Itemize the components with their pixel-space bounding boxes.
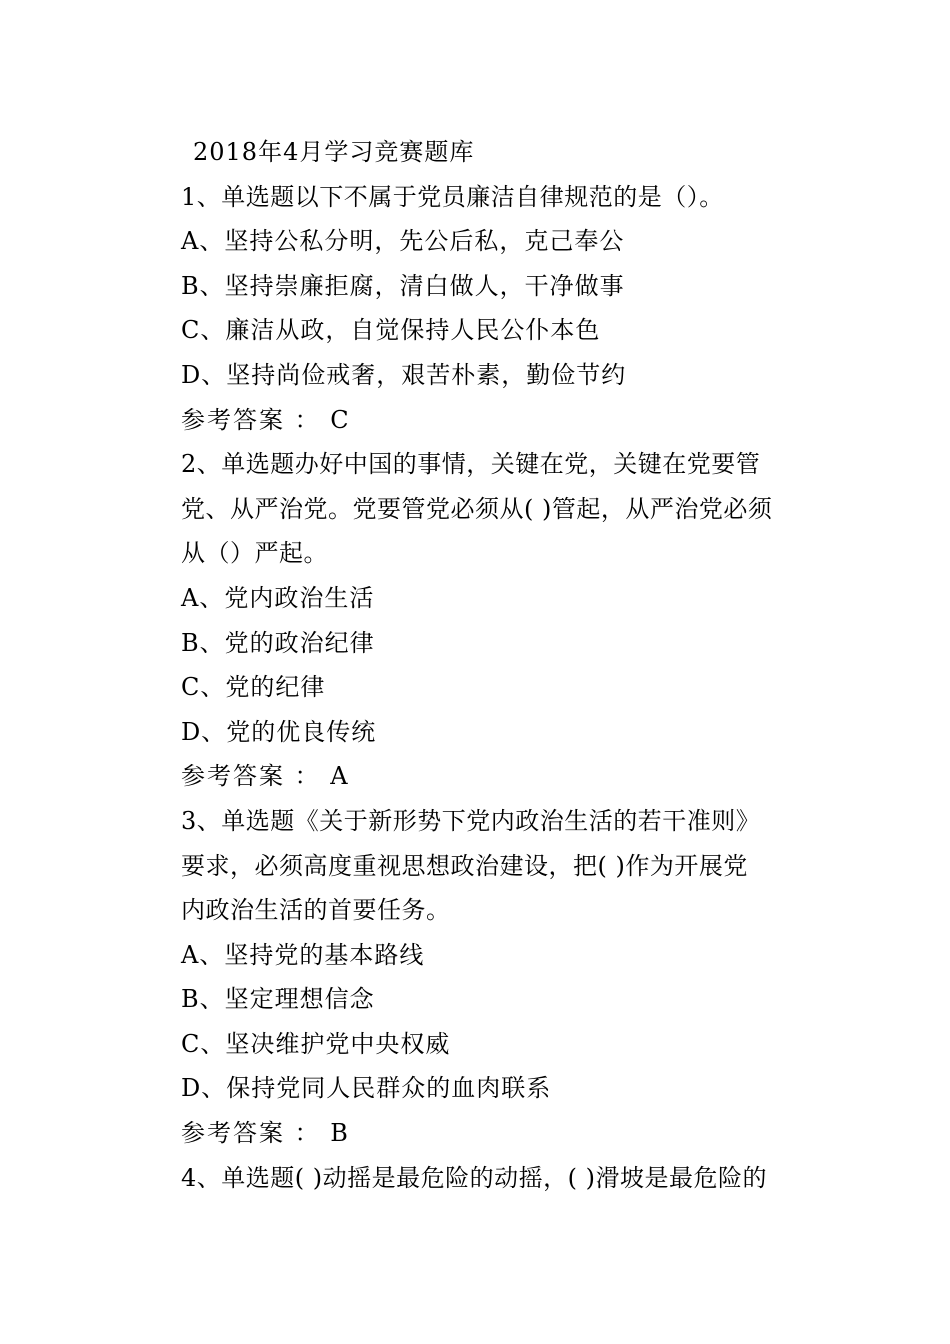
reference-answer: 参考答案 ： B: [181, 1119, 350, 1148]
question-stem-line: 4、单选题( )动摇是最危险的动摇，( )滑坡是最危险的: [181, 1163, 767, 1192]
option-d: D、坚持尚俭戒奢，艰苦朴素，勤俭节约: [181, 360, 627, 389]
question-stem-line: 党、从严治党。党要管党必须从( )管起，从严治党必须: [181, 494, 773, 523]
question-stem-line: 要求，必须高度重视思想政治建设，把( )作为开展党: [181, 851, 748, 880]
option-a: A、党内政治生活: [181, 583, 375, 612]
option-c: C、坚决维护党中央权威: [181, 1029, 451, 1058]
option-b: B、党的政治纪律: [181, 628, 375, 657]
question-stem-line: 1、单选题以下不属于党员廉洁自律规范的是（）。: [181, 182, 724, 211]
question-block: [181, 442, 781, 799]
option-d: D、党的优良传统: [181, 717, 377, 746]
question-stem-line: 2、单选题办好中国的事情，关键在党，关键在党要管: [181, 450, 761, 479]
option-c: C、党的纪律: [181, 673, 326, 702]
question-stem-line: 3、单选题《关于新形势下党内政治生活的若干准则》: [181, 806, 761, 835]
document-content: [181, 130, 781, 1200]
document-title: 2018年4月学习竞赛题库: [193, 138, 475, 166]
option-c: C、廉洁从政，自觉保持人民公仆本色: [181, 316, 601, 345]
question-block: [181, 175, 781, 443]
question-stem-line: 从（）严起。: [181, 539, 328, 568]
reference-answer: 参考答案 ： A: [181, 762, 350, 791]
option-b: B、坚持崇廉拒腐，清白做人，干净做事: [181, 271, 625, 300]
option-a: A、坚持公私分明，先公后私，克己奉公: [181, 227, 625, 256]
question-block: [181, 1156, 781, 1201]
option-b: B、坚定理想信念: [181, 985, 375, 1014]
question-block: [181, 799, 781, 1156]
reference-answer: 参考答案 ： C: [181, 405, 351, 434]
question-stem-line: 内政治生活的首要任务。: [181, 896, 451, 925]
option-d: D、保持党同人民群众的血肉联系: [181, 1074, 552, 1103]
option-a: A、坚持党的基本路线: [181, 940, 425, 969]
